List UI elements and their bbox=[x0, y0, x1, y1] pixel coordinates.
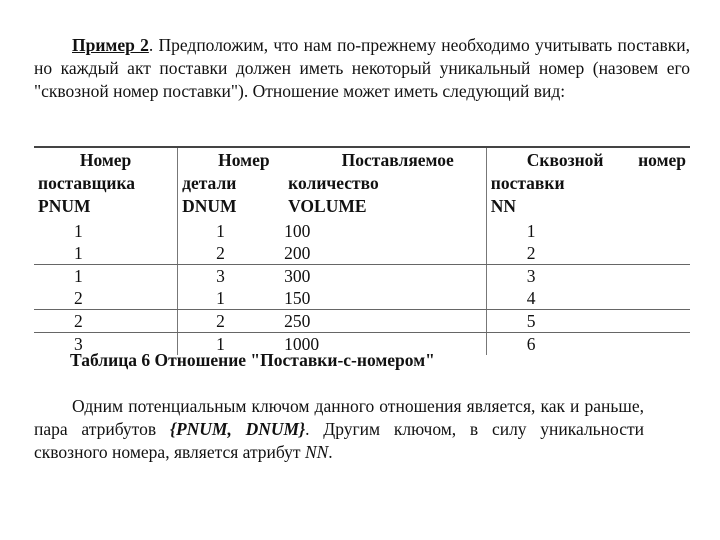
cell-nn: 1 bbox=[486, 220, 690, 242]
table-row bbox=[34, 287, 690, 310]
header-part-volume: Номер Поставляемое детали количество DNUM VOLUME bbox=[178, 147, 487, 220]
example-label: Пример 2 bbox=[72, 35, 149, 55]
cell-pnum: 1 bbox=[74, 266, 83, 286]
table-header-row bbox=[34, 147, 690, 220]
cell-dnum-volume: 1 100 bbox=[178, 220, 487, 242]
cell-pnum: 2 bbox=[34, 310, 178, 333]
table-row bbox=[34, 310, 690, 333]
relation-table bbox=[34, 146, 690, 355]
header-nn: Сквозной номер поставки NN bbox=[486, 147, 690, 220]
outro-paragraph: Одним потенциальным ключом данного отношения является, как и раньше, пара атрибутов {PNUM, DNUM}. Другим ключом, в силу уникальности сквозного номера, является атрибут NN. bbox=[34, 396, 644, 462]
cell-dnum-volume: 1 150 bbox=[178, 287, 487, 310]
cell-nn: 2 bbox=[486, 242, 690, 265]
cell-pnum: 3 bbox=[74, 334, 83, 354]
cell-nn: 5 bbox=[486, 310, 690, 333]
intro-text: . Предположим, что нам по-прежнему необходимо учитывать поставки, но каждый акт поставки должен иметь некоторый уникальный номер (назовем его "сквозной номер поставки"). Отношение может иметь следующий вид: bbox=[34, 35, 690, 101]
key-pnum-dnum: {PNUM, DNUM} bbox=[169, 419, 306, 439]
header-supplier: Номер поставщика PNUM bbox=[38, 150, 136, 216]
cell-dnum-volume: 1 1000 bbox=[178, 333, 487, 356]
table-row bbox=[34, 220, 690, 242]
cell-dnum-volume: 2 250 bbox=[178, 310, 487, 333]
header-part: Номер bbox=[218, 150, 270, 170]
cell-pnum: 1 bbox=[34, 242, 178, 265]
header-volume: Поставляемое bbox=[341, 150, 454, 170]
cell-dnum-volume: 2 200 bbox=[178, 242, 487, 265]
table-caption: Таблица 6 Отношение "Поставки-с-номером" bbox=[70, 350, 435, 370]
cell-nn: 4 bbox=[486, 287, 690, 310]
cell-pnum: 1 bbox=[74, 221, 83, 241]
cell-nn: 6 bbox=[486, 333, 690, 356]
key-nn: NN bbox=[304, 442, 329, 462]
cell-pnum: 2 bbox=[34, 287, 178, 310]
table-row bbox=[34, 242, 690, 265]
table-row bbox=[34, 265, 690, 288]
cell-nn: 3 bbox=[486, 265, 690, 288]
cell-dnum-volume: 3 300 bbox=[178, 265, 487, 288]
intro-paragraph bbox=[34, 34, 690, 103]
